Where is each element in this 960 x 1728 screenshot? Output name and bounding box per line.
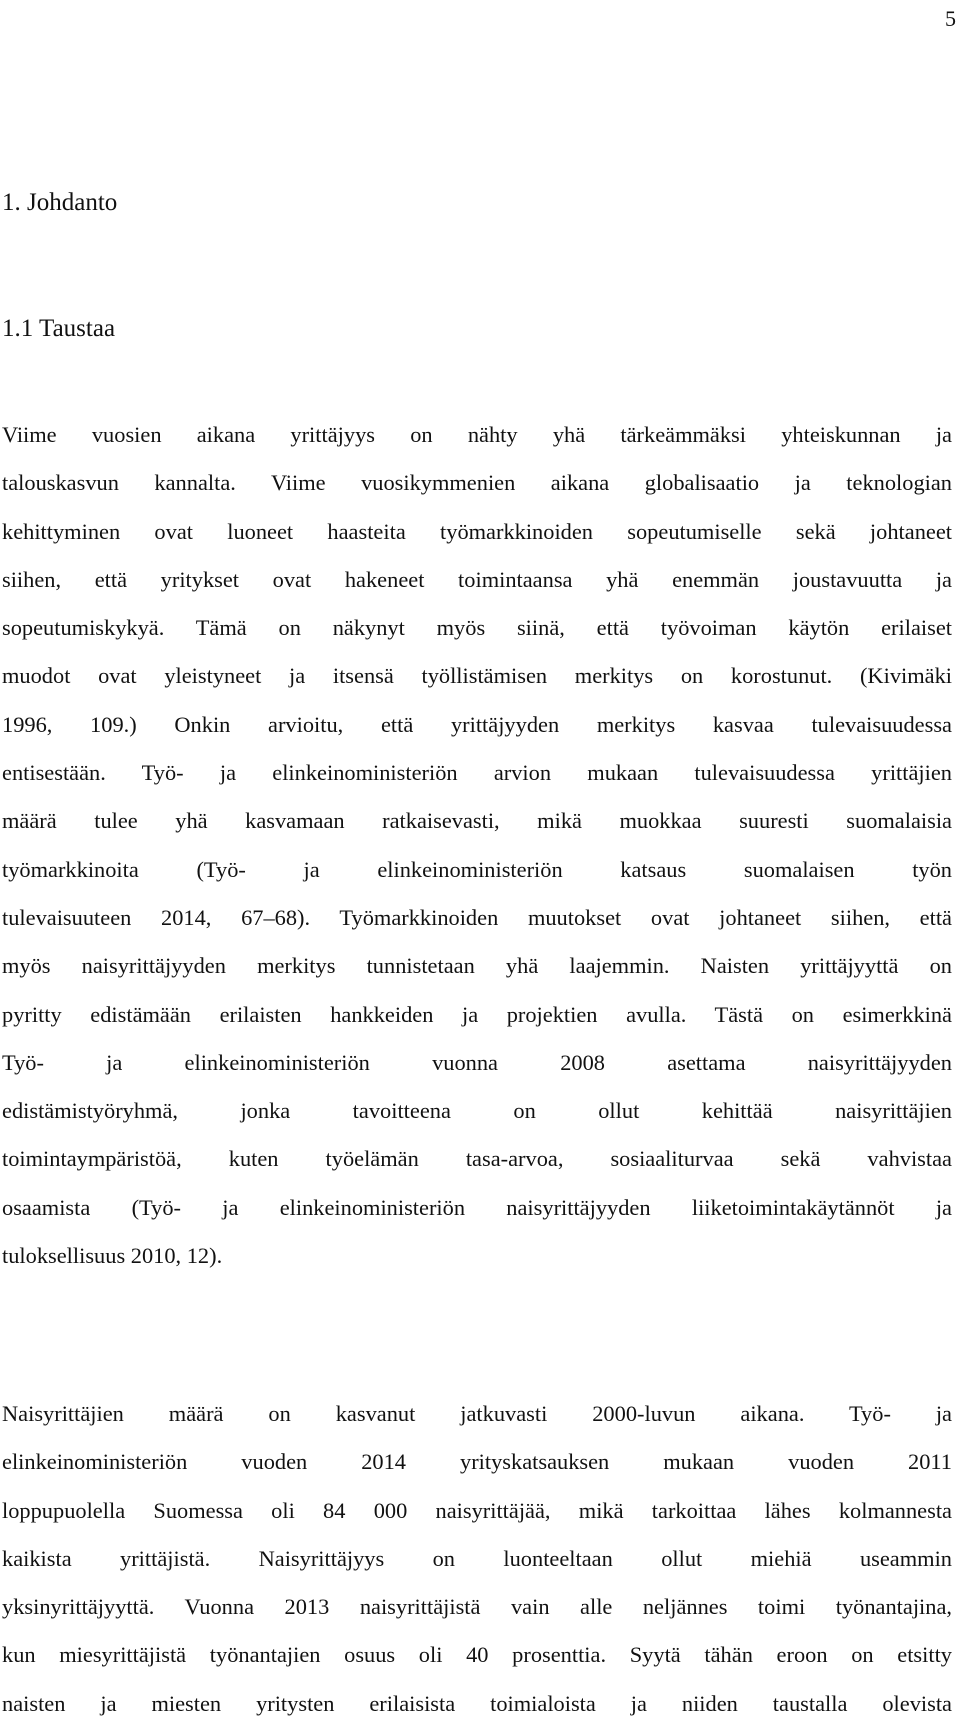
paragraph-line: talouskasvun kannalta. Viime vuosikymmenien aikana globalisaatio ja teknologian (2, 470, 952, 496)
paragraph-line: Viime vuosien aikana yrittäjyys on nähty yhä tärkeämmäksi yhteiskunnan ja (2, 422, 952, 447)
section-heading: 1.1 Taustaa (2, 315, 116, 342)
paragraph-line: kehittyminen ovat luoneet haasteita työmarkkinoiden sopeutumiselle sekä johtaneet (2, 518, 952, 544)
paragraph-line: edistämistyöryhmä, jonka tavoitteena on ollut kehittää naisyrittäjien (2, 1098, 952, 1124)
paragraph-line: Työ- ja elinkeinoministeriön vuonna 2008 asettama naisyrittäjyyden (2, 1049, 952, 1075)
paragraph-line: 1996, 109.) Onkin arvioitu, että yrittäjyyden merkitys kasvaa tulevaisuudessa (2, 711, 952, 737)
paragraph-line: toimintaympäristöä, kuten työelämän tasa-arvoa, sosiaaliturvaa sekä vahvistaa (2, 1146, 952, 1172)
paragraph-line: tuloksellisuus 2010, 12). (2, 1243, 223, 1269)
paragraph-line: entisestään. Työ- ja elinkeinoministeriön arvion mukaan tulevaisuudessa yrittäjien (2, 760, 952, 786)
paragraph-line: Naisyrittäjien määrä on kasvanut jatkuvasti 2000-luvun aikana. Työ- ja (2, 1401, 952, 1426)
paragraph-1 (2, 411, 952, 1280)
paragraph-line: yksinyrittäjyyttä. Vuonna 2013 naisyrittäjistä vain alle neljännes toimi työnantajina, (2, 1594, 952, 1620)
paragraph-line: elinkeinoministeriön vuoden 2014 yrityskatsauksen mukaan vuoden 2011 (2, 1449, 952, 1475)
paragraph-line: kaikista yrittäjistä. Naisyrittäjyys on luonteeltaan ollut miehiä useammin (2, 1545, 952, 1571)
paragraph-line: sopeutumiskykyä. Tämä on näkynyt myös siinä, että työvoiman käytön erilaiset (2, 615, 952, 641)
paragraph-line: työmarkkinoita (Työ- ja elinkeinoministeriön katsaus suomalaisen työn (2, 856, 952, 882)
paragraph-line: osaamista (Työ- ja elinkeinoministeriön naisyrittäjyyden liiketoimintakäytännöt ja (2, 1194, 952, 1220)
paragraph-line: naisten ja miesten yritysten erilaisista toimialoista ja niiden taustalla olevista (2, 1690, 952, 1716)
paragraph-line: muodot ovat yleistyneet ja itsensä työllistämisen merkitys on korostunut. (Kivimäki (2, 663, 952, 689)
paragraph-2 (2, 1390, 952, 1728)
paragraph-line: kun miesyrittäjistä työnantajien osuus oli 40 prosenttia. Syytä tähän eroon on etsitty (2, 1642, 952, 1668)
paragraph-line: loppupuolella Suomessa oli 84 000 naisyrittäjää, mikä tarkoittaa lähes kolmannesta (2, 1497, 952, 1523)
paragraph-line: siihen, että yritykset ovat hakeneet toimintaansa yhä enemmän joustavuutta ja (2, 566, 952, 592)
paragraph-line: määrä tulee yhä kasvamaan ratkaisevasti, mikä muokkaa suuresti suomalaisia (2, 808, 952, 834)
page-number: 5 (945, 6, 956, 31)
paragraph-line: tulevaisuuteen 2014, 67–68). Työmarkkinoiden muutokset ovat johtaneet siihen, että (2, 904, 952, 930)
paragraph-line: pyritty edistämään erilaisten hankkeiden ja projektien avulla. Tästä on esimerkkinä (2, 1001, 952, 1027)
paragraph-line: myös naisyrittäjyyden merkitys tunnistetaan yhä laajemmin. Naisten yrittäjyyttä on (2, 953, 952, 979)
chapter-heading: 1. Johdanto (2, 189, 118, 216)
